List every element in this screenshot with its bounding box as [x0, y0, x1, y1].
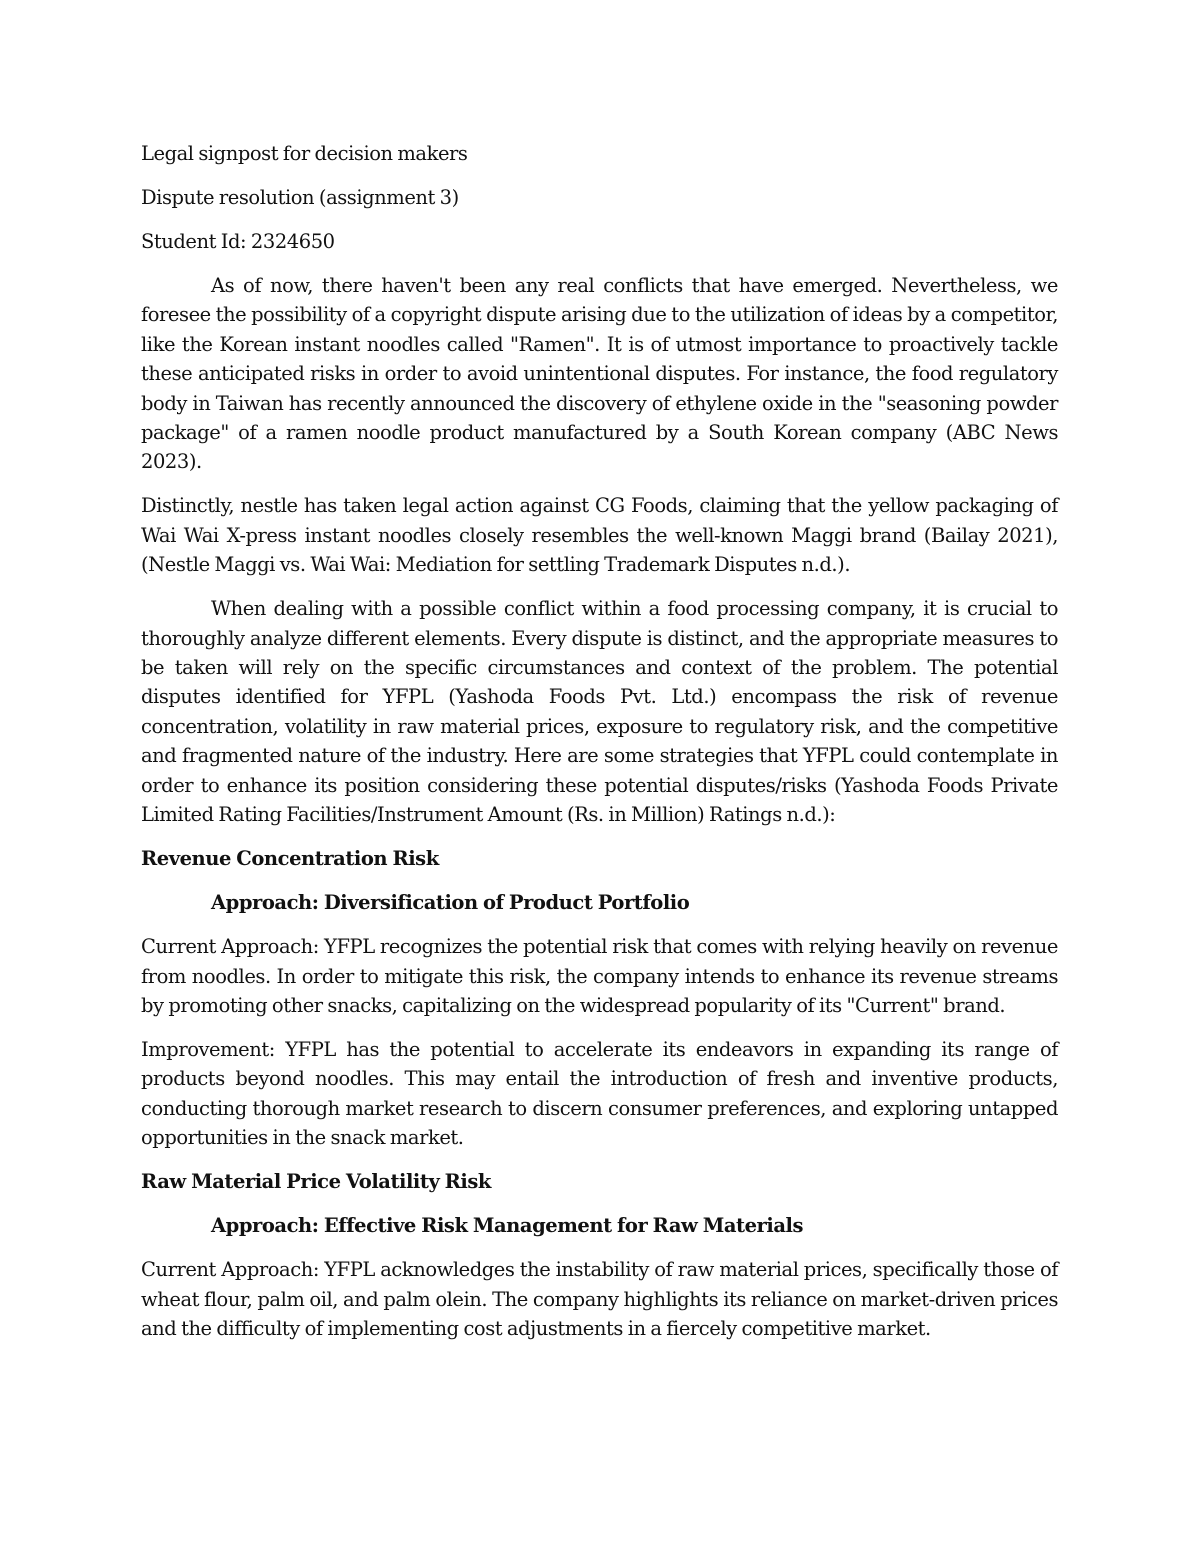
approach-heading-raw-material: Approach: Effective Risk Management for Raw Materials	[211, 1214, 803, 1238]
paragraph-intro: As of now, there haven't been any real conflicts that have emerged. Nevertheless, we foresee the possibility of a copyright dispute arising due to the utilization of ideas by a competitor, like the Korean instant noodles called "Ramen". It is of utmost importance to proactively tackle these anticipated risks in order to avoid unintentional disputes. For instance, the food regulatory body in Taiwan has recently announced the discovery of ethylene oxide in the "seasoning powder package" of a ramen noodle product manufactured by a South Korean company (ABC News 2023).	[141, 274, 1058, 474]
section-heading-raw-material: Raw Material Price Volatility Risk	[141, 1170, 491, 1194]
approach-heading-revenue: Approach: Diversification of Product Portfolio	[211, 891, 690, 915]
student-id: Student Id: 2324650	[141, 230, 335, 253]
paragraph-analysis: When dealing with a possible conflict within a food processing company, it is crucial to thoroughly analyze different elements. Every dispute is distinct, and the appropriate measures to be taken will rely on the specific circumstances and context of the problem. The potential disputes identified for YFPL (Yashoda Foods Pvt. Ltd.) encompass the risk of revenue concentration, volatility in raw material prices, exposure to regulatory risk, and the competitive and fragmented nature of the industry. Here are some strategies that YFPL could contemplate in order to enhance its position considering these potential disputes/risks (Yashoda Foods Private Limited Rating Facilities/Instrument Amount (Rs. in Million) Ratings n.d.):	[141, 597, 1058, 827]
section-heading-revenue: Revenue Concentration Risk	[141, 847, 439, 871]
paragraph-raw-material-current: Current Approach: YFPL acknowledges the instability of raw material prices, specifically those of wheat flour, palm oil, and palm olein. The company highlights its reliance on market-driven prices and the difficulty of implementing cost adjustments in a fiercely competitive market.	[141, 1258, 1058, 1340]
paragraph-revenue-improvement: Improvement: YFPL has the potential to accelerate its endeavors in expanding its range of products beyond noodles. This may entail the introduction of fresh and inventive products, conducting thorough market research to discern consumer preferences, and exploring untapped opportunities in the snack market.	[141, 1037, 1058, 1150]
document-body	[141, 139, 1058, 1343]
document-title: Legal signpost for decision makers	[141, 142, 468, 165]
paragraph-nestle-case: Distinctly, nestle has taken legal action against CG Foods, claiming that the yellow packaging of Wai Wai X-press instant noodles closely resembles the well-known Maggi brand (Bailay 2021), (Nestle Maggi vs. Wai Wai: Mediation for settling Trademark Disputes n.d.).	[141, 494, 1058, 577]
paragraph-revenue-current: Current Approach: YFPL recognizes the potential risk that comes with relying heavily on revenue from noodles. In order to mitigate this risk, the company intends to enhance its revenue streams by promoting other snacks, capitalizing on the widespread popularity of its "Current" brand.	[141, 935, 1058, 1017]
document-subtitle: Dispute resolution (assignment 3)	[141, 186, 459, 209]
